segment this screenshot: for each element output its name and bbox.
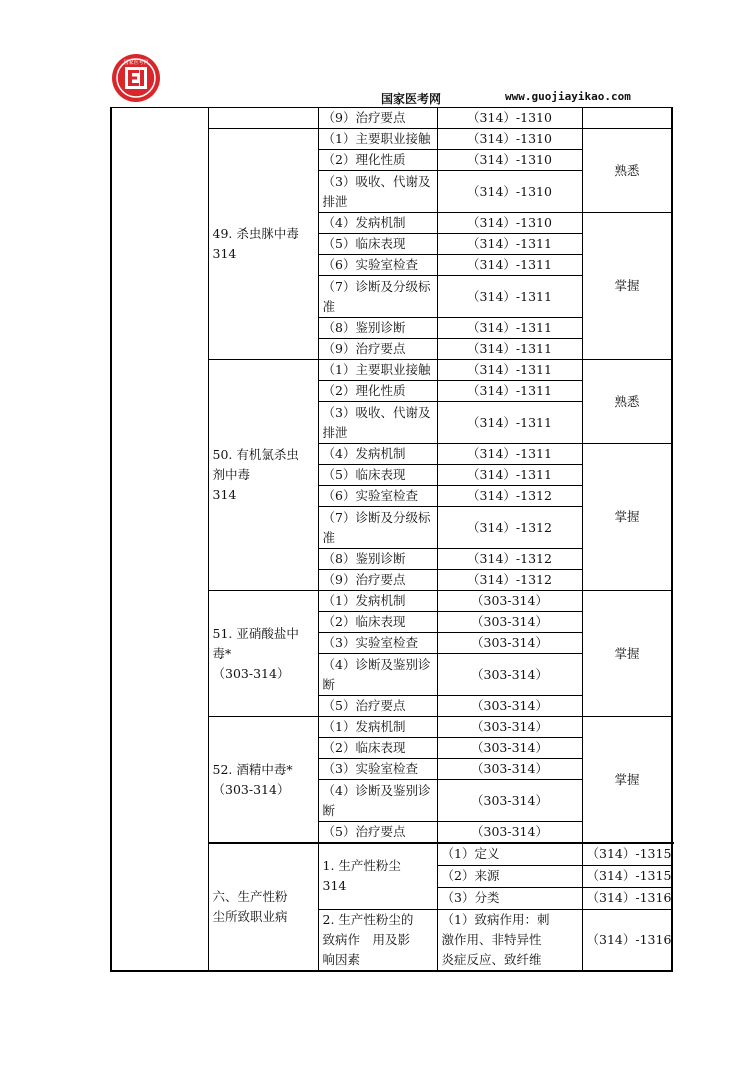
item-cell: （2）临床表现	[318, 738, 437, 759]
item-cell: （3）分类	[437, 887, 582, 909]
code-cell: （303-314）	[437, 717, 582, 738]
requirement-cell: 熟悉	[582, 129, 672, 213]
code-cell: （314）-1311	[437, 339, 582, 360]
item-cell: （6）实验室检查	[318, 255, 437, 276]
requirement-cell: 掌握	[582, 591, 672, 717]
code-cell: （303-314）	[437, 696, 582, 717]
item-cell: （4）发病机制	[318, 444, 437, 465]
item-cell: （1）主要职业接触	[318, 129, 437, 150]
code-cell: （303-314）	[437, 612, 582, 633]
item-cell: （5）临床表现	[318, 465, 437, 486]
item-cell: （1）发病机制	[318, 591, 437, 612]
item-cell: （3）吸收、代谢及 排泄	[318, 402, 437, 444]
item-cell: （4）发病机制	[318, 213, 437, 234]
code-cell: （314）-1311	[437, 465, 582, 486]
code-cell: （314）-1311	[437, 276, 582, 318]
topic-cell: 50. 有机氯杀虫 剂中毒 314	[208, 360, 318, 591]
item-cell: （7）诊断及分级标 准	[318, 276, 437, 318]
item-cell: （3）实验室检查	[318, 633, 437, 654]
item-cell: （2）理化性质	[318, 150, 437, 171]
item-cell: （8）鉴别诊断	[318, 549, 437, 570]
topic-cell: 1. 生产性粉尘 314	[318, 843, 437, 909]
code-cell: （314）-1312	[437, 507, 582, 549]
item-cell: （9）治疗要点	[318, 570, 437, 591]
item-cell: （7）诊断及分级标 准	[318, 507, 437, 549]
code-cell: （314）-1311	[437, 234, 582, 255]
code-cell: （314）-1310	[437, 150, 582, 171]
item-cell: （4）诊断及鉴别诊 断	[318, 654, 437, 696]
item-cell: （1）发病机制	[318, 717, 437, 738]
item-cell: （6）实验室检查	[318, 486, 437, 507]
site-logo	[110, 52, 162, 104]
item-cell: （8）鉴别诊断	[318, 318, 437, 339]
code-cell: （314）-1316	[582, 909, 672, 971]
item-cell: （3）实验室检查	[318, 759, 437, 780]
code-cell: （303-314）	[437, 591, 582, 612]
table-row	[111, 108, 672, 129]
site-url[interactable]: www.guojiayikao.com	[505, 90, 631, 103]
code-cell: （303-314）	[437, 780, 582, 822]
topic-cell: 52. 酒精中毒* （303-314）	[208, 717, 318, 844]
code-cell: （314）-1311	[437, 444, 582, 465]
item-cell: （9）治疗要点	[318, 108, 437, 129]
code-cell: （303-314）	[437, 633, 582, 654]
item-cell: （1）主要职业接触	[318, 360, 437, 381]
requirement-cell: 掌握	[582, 213, 672, 360]
item-cell: （1）致病作用：刺 激作用、非特异性 炎症反应、致纤维	[437, 909, 582, 971]
svg-text:国家医考网: 国家医考网	[123, 60, 149, 66]
code-cell: （303-314）	[437, 822, 582, 844]
code-cell: （314）-1312	[437, 570, 582, 591]
topic-cell-continued	[208, 108, 318, 129]
site-name: 国家医考网	[381, 92, 442, 106]
code-cell: （303-314）	[437, 759, 582, 780]
topic-cell: 2. 生产性粉尘的 致病作 用及影 响因素	[318, 909, 437, 971]
requirement-cell: 掌握	[582, 717, 672, 844]
code-cell: （314）-1311	[437, 255, 582, 276]
code-cell: （314）-1312	[437, 549, 582, 570]
unit-cell-continued	[111, 108, 208, 972]
code-cell: （314）-1310	[437, 129, 582, 150]
code-cell: （314）-1311	[437, 318, 582, 339]
code-cell: （314）-1310	[437, 108, 582, 129]
code-cell: （314）-1312	[437, 486, 582, 507]
unit-cell: 六、生产性粉 尘所致职业病	[208, 843, 318, 971]
code-cell: （314）-1310	[437, 171, 582, 213]
item-cell: （5）临床表现	[318, 234, 437, 255]
code-cell: （314）-1315	[582, 843, 672, 865]
item-cell: （9）治疗要点	[318, 339, 437, 360]
topic-cell: 51. 亚硝酸盐中 毒* （303-314）	[208, 591, 318, 717]
item-cell: （5）治疗要点	[318, 822, 437, 844]
requirement-cell: 掌握	[582, 444, 672, 591]
code-cell: （314）-1316	[582, 887, 672, 909]
item-cell: （3）吸收、代谢及 排泄	[318, 171, 437, 213]
item-cell: （2）理化性质	[318, 381, 437, 402]
code-cell: （314）-1311	[437, 381, 582, 402]
item-cell: （2）临床表现	[318, 612, 437, 633]
code-cell: （314）-1310	[437, 213, 582, 234]
code-cell: （303-314）	[437, 738, 582, 759]
item-cell: （1）定义	[437, 843, 582, 865]
requirement-cell: 熟悉	[582, 360, 672, 444]
item-cell: （2）来源	[437, 865, 582, 887]
requirement-cell-continued	[582, 108, 672, 129]
syllabus-table	[110, 107, 673, 972]
code-cell: （314）-1311	[437, 360, 582, 381]
code-cell: （303-314）	[437, 654, 582, 696]
item-cell: （5）治疗要点	[318, 696, 437, 717]
item-cell: （4）诊断及鉴别诊 断	[318, 780, 437, 822]
topic-cell: 49. 杀虫脒中毒 314	[208, 129, 318, 360]
code-cell: （314）-1315	[582, 865, 672, 887]
code-cell: （314）-1311	[437, 402, 582, 444]
